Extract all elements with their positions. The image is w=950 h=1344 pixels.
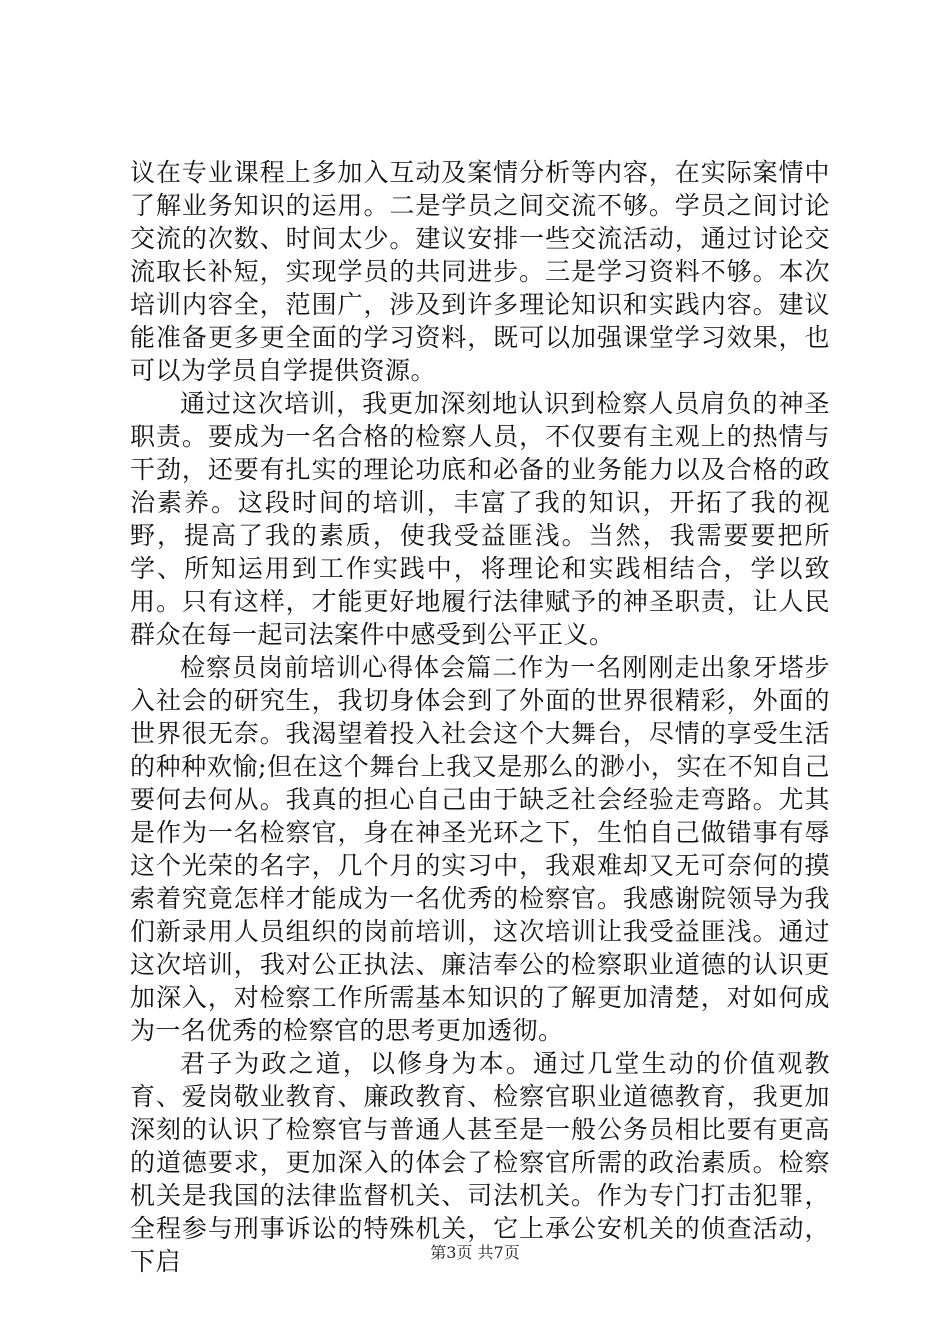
paragraph-2: 通过这次培训，我更加深刻地认识到检察人员肩负的神圣职责。要成为一名合格的检察人员，不仅要有主观上的热情与干劲，还要有扎实的理论功底和必备的业务能力以及合格的政治素养。这段时间的培训，丰富了我的知识，开拓了我的视野，提高了我的素质，使我受益匪浅。当然，我需要要把所学、所知运用到工作实践中，将理论和实践相结合，学以致用。只有这样，才能更好地履行法律赋予的神圣职责，让人民群众在每一起司法案件中感受到公平正义。: [130, 389, 830, 649]
page-footer: 第3页 共7页: [430, 1243, 520, 1262]
paragraph-1: 议在专业课程上多加入互动及案情分析等内容，在实际案情中了解业务知识的运用。二是学员之间交流不够。学员之间讨论交流的次数、时间太少。建议安排一些交流活动，通过讨论交流取长补短，实现学员的共同进步。三是学习资料不够。本次培训内容全，范围广，涉及到许多理论知识和实践内容。建议能准备更多更全面的学习资料，既可以加强课堂学习效果，也可以为学员自学提供资源。: [130, 158, 830, 385]
paragraph-3: 检察员岗前培训心得体会篇二作为一名刚刚走出象牙塔步入社会的研究生，我切身体会到了外面的世界很精彩，外面的世界很无奈。我渴望着投入社会这个大舞台，尽情的享受生活的种种欢愉;但在这个舞台上我又是那么的渺小，实在不知自己要何去何从。我真的担心自己由于缺乏社会经验走弯路。尤其是作为一名检察官，身在神圣光环之下，生怕自己做错事有辱这个光荣的名字，几个月的实习中，我艰难却又无可奈何的摸索着究竟怎样才能成为一名优秀的检察官。我感谢院领导为我们新录用人员组织的岗前培训，这次培训让我受益匪浅。通过这次培训，我对公正执法、廉洁奉公的检察职业道德的认识更加深入，对检察工作所需基本知识的了解更加清楚，对如何成为一名优秀的检察官的思考更加透彻。: [130, 653, 830, 1045]
paragraph-4: 君子为政之道，以修身为本。通过几堂生动的价值观教育、爱岗敬业教育、廉政教育、检察官职业道德教育，我更加深刻的认识了检察官与普通人甚至是一般公务员相比要有更高的道德要求，更加深入的体会了检察官所需的政治素质。检察机关是我国的法律监督机关、司法机关。作为专门打击犯罪，全程参与刑事诉讼的特殊机关，它上承公安机关的侦查活动，下启: [130, 1049, 830, 1276]
document-body: [130, 156, 830, 1278]
